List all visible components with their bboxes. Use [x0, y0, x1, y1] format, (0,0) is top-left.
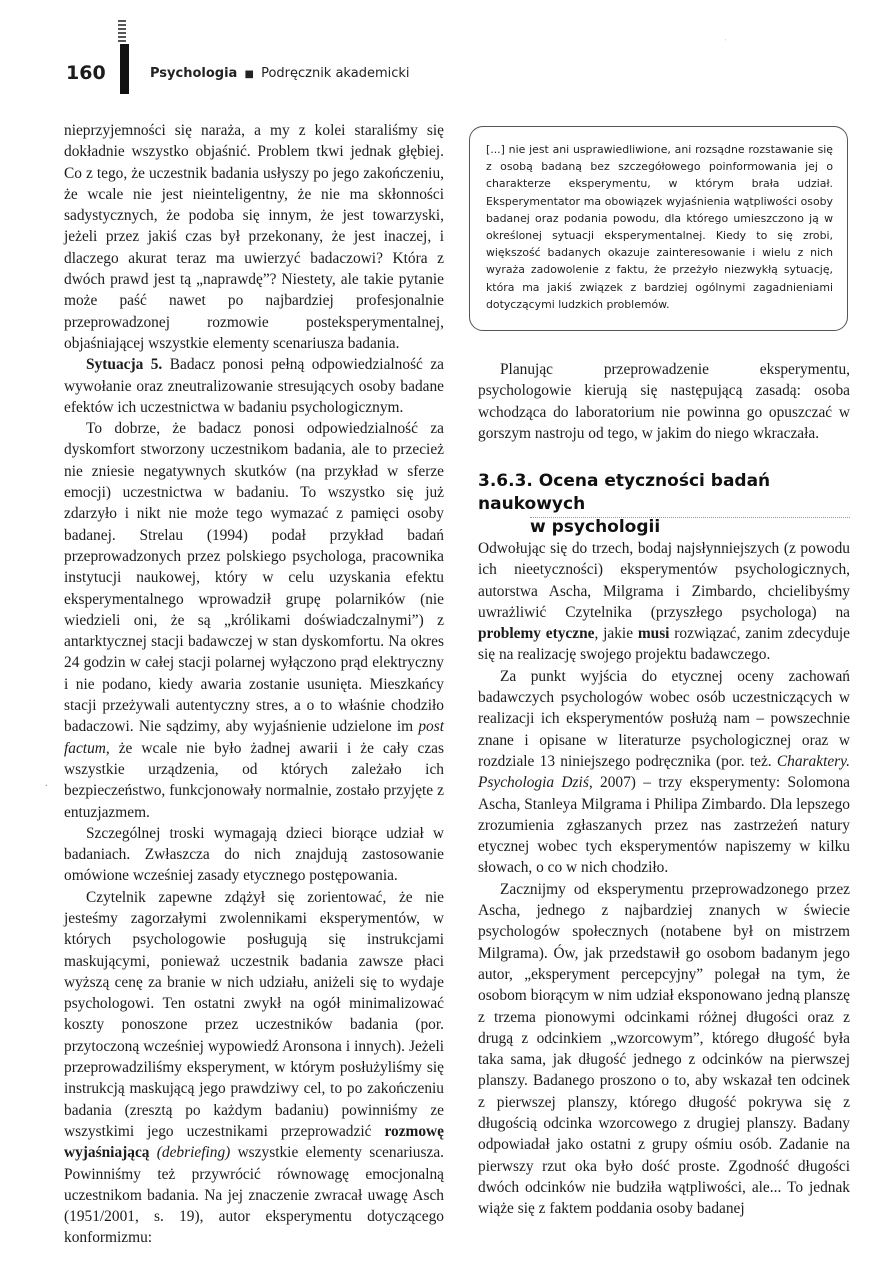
section-heading: [478, 470, 850, 539]
book-title: Psychologia: [150, 66, 238, 81]
right-column-top: [478, 359, 850, 444]
bold-term: musi: [637, 625, 670, 643]
section-number: 3.6.3.: [478, 471, 533, 491]
paragraph: Zacznijmy od eksperymentu przeprowadzonego przez Ascha, jednego z najbardziej znanych w świecie psychologów społecznych (notabene był on mistrzem Milgrama). Ów, jak przedstawił go osobom badanym jego autor, „eksperyment percepcyjny” polegał na tym, że osobom biorącym w nim udział eksponowano jedną planszę z trzema pionowymi odcinkami różnej długości oraz z drugą z odcinkiem „wzorcowym”, którego długość była taka sama, jak długość jednego z odcinków na pierwszej planszy. Badanego proszono o to, aby wskazał ten odcinek z pierwszej planszy, którego długość pokrywa się z długością odcinka wzorcowego z drugiej planszy. Badany odpowiadał jako ostatni z grupy ośmiu osób. Zadanie na pierwszy rzut oka było dość proste. Zgodność długości dwóch odcinków nie budziła wątpliwości, ale... To jednak wiąże się z faktem poddania osoby badanej: [478, 880, 850, 1218]
paragraph: nieprzyjemności się naraża, a my z kolei staraliśmy się dokładnie wszystko objaśnić. Problem tkwi jednak głębiej. Co z tego, że uczestnik badania usłyszy po jego zakończeniu, że wcale nie jest nieinteligentny, że nie ma skłonności sadystycznych, że podoba się innym, że jest towarzyski, jeżeli przez jakiś czas był przekonany, że jest inaczej, i dlaczego akurat teraz ma uwierzyć badaczowi? Która z dwóch prawd jest tą „naprawdę”? Niestety, ale takie pytanie może paść nawet po najbardziej profesjonalnie przeprowadzonej rozmowie posteksperymentalnej, objaśniającej wszystkie elementy scenariusza badania.: [64, 122, 444, 352]
section-title-line2: w psychologii: [530, 517, 661, 537]
section-title-line1: 3.6.3. Ocena etyczności badań naukowych: [478, 471, 771, 514]
italic-term: Charaktery. Psychologia Dziś: [478, 752, 850, 792]
scan-artifact: [118, 20, 126, 42]
left-column: [64, 120, 444, 1249]
paragraph: Czytelnik zapewne zdążył się zorientować, że nie jesteśmy zagorzałymi zwolennikami eksperymentów, w których psychologowie posługują się instrukcjami maskującymi, ponieważ uczestnik badania zawsze płaci wyższą cenę za branie w nich udziału, aniżeli się to wydaje psychologowi. Ten ostatni zwykł na ogół minimalizować koszty ponoszone przez uczestników badania (por. przytoczoną wcześniej wypowiedź Aronsona i innych). Jeżeli przeprowadziliśmy eksperyment, w którym posłużyliśmy się instrukcją maskującą jego prawdziwy cel, to po zakończeniu badania (zresztą po każdym badaniu) powinniśmy ze wszystkimi jego uczestnikami przeprowadzić rozmowę wyjaśniającą (debriefing) wszystkie elementy scenariusza. Powinniśmy też przywrócić równowagę emocjonalną uczestnikom badania. Na jej znaczenie zwracał uwagę Asch (1951/2001, s. 19), autor eksperymentu dotyczącego konformizmu:: [64, 888, 444, 1247]
book-subtitle: Podręcznik akademicki: [261, 66, 410, 81]
bold-term: rozmowę wyjaśniającą: [64, 1122, 444, 1162]
paragraph: To dobrze, że badacz ponosi odpowiedzialność za dyskomfort stworzony uczestnikom badania, ale to przecież nie zniesie negatywnych skutków (na przykład w sferze emocji) uczestnictwa w badaniu. To wszystko się już zdarzyło i nikt nie może tego wymazać z pamięci osoby badanej. Strelau (1994) podał przykład badań przeprowadzonych przez polskiego psychologa, pracownika instytucji naukowej, który w celu uzyskania efektu eksperymentalnego wprowadził grupę polarników (nie wiedzieli oni, że są „królikami doświadczalnymi”) z antarktycznej stacji badawczej w stan dyskomfortu. Na okres 24 godzin w całej stacji polarnej wyłączono prąd elektryczny i nie podano, kiedy awaria zostanie usunięta. Mieszkańcy stacji przeżywali autentyczny stres, a o to właśnie chodziło badaczowi. Nie sądzimy, aby wyjaśnienie udzielone im post factum, że wcale nie było żadnej awarii i że cały czas wszystkie urządzenia, od których zależało ich bezpieczeństwo, funkcjonowały normalnie, zostało przyjęte z entuzjazmem.: [64, 420, 444, 821]
page-number: 160: [66, 62, 106, 84]
margin-mark: .: [45, 778, 48, 789]
paragraph-situation-5: Sytuacja 5. Badacz ponosi pełną odpowiedzialność za wywołanie oraz zneutralizowanie stresujących osoby badane efektów ich uczestnictwa w badaniu psychologicznym.: [64, 356, 445, 416]
italic-term: post factum: [64, 718, 444, 757]
separator-icon: ■: [244, 69, 254, 80]
paragraph: Odwołując się do trzech, bodaj najsłynniejszych (z powodu ich nieetyczności) eksperymentów psychologicznych, autorstwa Ascha, Milgrama i Zimbardo, chcielibyśmy uwrażliwić Czytelnika (przyszłego psychologa) na problemy etyczne, jakie musi rozwiązać, zanim zdecyduje się na realizację swojego projektu badawczego.: [478, 540, 851, 664]
bold-term: problemy etyczne: [478, 625, 595, 643]
paragraph: Szczególnej troski wymagają dzieci biorące udział w badaniach. Zwłaszcza do nich znajdują zastosowanie omówione wcześniej zasady etycznego postępowania.: [64, 824, 444, 885]
italic-term: (debriefing): [149, 1144, 231, 1162]
quote-box: [...] nie jest ani usprawiedliwione, ani rozsądne rozstawanie się z osobą badaną bez szczegółowego poinformowania jej o charakterze eksperymentu, w którym brała udział. Eksperymentator ma obowiązek wyjaśnienia wątpliwości osoby badanej oraz podania powodu, dla którego umieszczono ją w określonej sytuacji eksperymentalnej. Kiedy to się zrobi, większość badanych okazuje zainteresowanie i wielu z nich wyraża zadowolenie z faktu, że przeżyło niezwykłą sytuację, która ma jakiś związek z bardziej ogólnymi zagadnieniami dotyczącymi ludzkich problemów.: [469, 126, 848, 331]
paragraph: Za punkt wyjścia do etycznej oceny zachowań badawczych psychologów wobec osób uczestniczących w realizacji ich eksperymentów posłużą nam – powszechnie znane i opisane w literaturze psychologicznej oraz w rozdziale 13 niniejszego podręcznika (por. też. Charaktery. Psychologia Dziś, 2007) – trzy eksperymenty: Solomona Ascha, Stanleya Milgrama i Philipa Zimbardo. Dla lepszego zrozumienia zgłaszanych przez nas zastrzeżeń natury etycznej wobec tych eksperymentów napiszemy w kilku słowach, o co w nich chodziło.: [478, 667, 850, 877]
header-bar: [120, 44, 129, 94]
heading-rule: [530, 517, 850, 518]
paragraph: Planując przeprowadzenie eksperymentu, psychologowie kierują się następującą zasadą: osoba wchodząca do laboratorium nie powinna go opuszczać w gorszym nastroju od tego, w jakim do niego wkraczała.: [478, 361, 850, 442]
running-head: [150, 66, 410, 81]
right-column-bottom: [478, 538, 850, 1220]
margin-mark: ˈ: [724, 38, 727, 47]
situation-label: Sytuacja 5.: [86, 356, 163, 374]
